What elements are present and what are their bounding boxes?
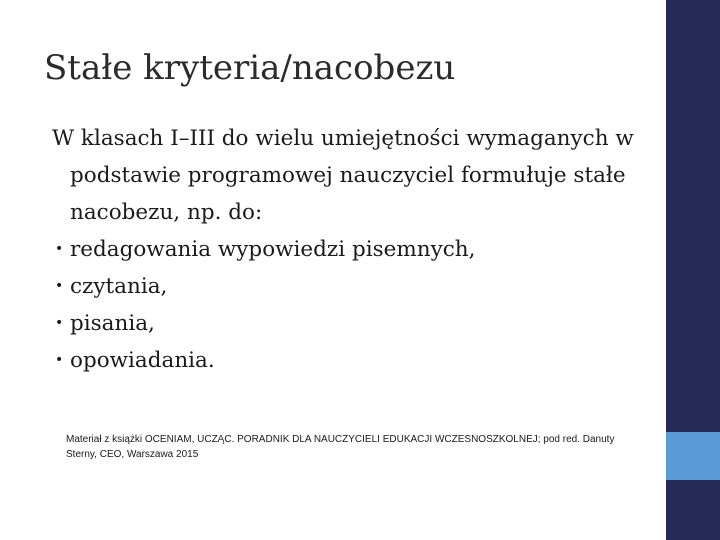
list-item <box>52 268 652 305</box>
bullet-icon: • <box>55 352 64 368</box>
slide-title: Stałe kryteria/nacobezu <box>44 48 456 88</box>
slide-body <box>52 120 652 379</box>
list-item-text: redagowania wypowiedzi pisemnych, <box>70 237 476 262</box>
list-item-text: opowiadania. <box>70 348 215 373</box>
bullet-icon: • <box>55 278 64 294</box>
bullet-list <box>52 231 652 379</box>
bullet-icon: • <box>55 315 64 331</box>
sidebar-accent-block <box>666 432 720 480</box>
list-item <box>52 342 652 379</box>
list-item-text: czytania, <box>70 274 168 299</box>
intro-paragraph: W klasach I–III do wielu umiejętności wymaganych w podstawie programowej nauczyciel formułuje stałe nacobezu, np. do: <box>52 126 634 225</box>
bullet-icon: • <box>55 241 64 257</box>
list-item <box>52 305 652 342</box>
source-footnote: Materiał z książki OCENIAM, UCZĄC. PORADNIK DLA NAUCZYCIELI EDUKACJI WCZESNOSZKOLNEJ; pod red. Danuty Sterny, CEO, Warszawa 2015 <box>66 434 615 460</box>
list-item-text: pisania, <box>70 311 155 336</box>
list-item <box>52 231 652 268</box>
